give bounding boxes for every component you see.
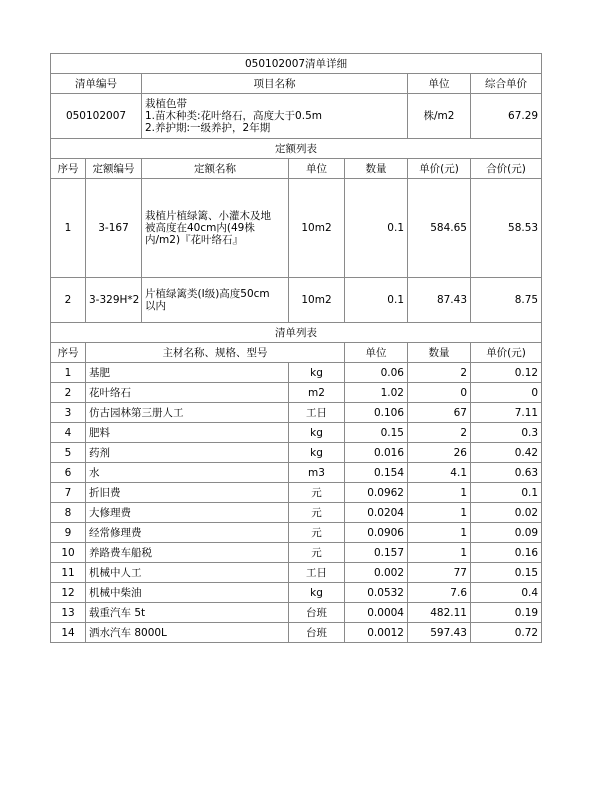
material-price: 597.43	[408, 623, 471, 643]
material-unit: 元	[289, 543, 345, 563]
material-total: 0.02	[471, 503, 542, 523]
material-total: 0	[471, 383, 542, 403]
material-row	[51, 603, 542, 623]
material-total: 0.12	[471, 363, 542, 383]
material-row	[51, 523, 542, 543]
material-price: 482.11	[408, 603, 471, 623]
material-qty: 0.157	[345, 543, 408, 563]
quota-header-no: 序号	[51, 159, 86, 179]
material-qty: 0.0962	[345, 483, 408, 503]
material-total: 0.63	[471, 463, 542, 483]
quota-name-line: 内/m2)『花叶络石』	[145, 234, 244, 246]
material-name: 养路费车船税	[86, 543, 289, 563]
quota-section-title: 定额列表	[51, 139, 542, 159]
material-name: 肥料	[86, 423, 289, 443]
material-qty: 0.0012	[345, 623, 408, 643]
header-name: 项目名称	[142, 74, 408, 94]
material-no: 11	[51, 563, 86, 583]
quota-price: 584.65	[408, 179, 471, 278]
material-total: 0.15	[471, 563, 542, 583]
material-name: 药剂	[86, 443, 289, 463]
material-no: 7	[51, 483, 86, 503]
material-qty: 0.016	[345, 443, 408, 463]
material-unit: 元	[289, 503, 345, 523]
quota-total: 8.75	[471, 278, 542, 323]
quota-header-code: 定额编号	[86, 159, 142, 179]
quota-header-total: 合价(元)	[471, 159, 542, 179]
material-price: 1	[408, 503, 471, 523]
quota-name-line: 栽植片植绿篱、小灌木及地	[145, 210, 271, 222]
material-price: 2	[408, 423, 471, 443]
quota-header-name: 定额名称	[142, 159, 289, 179]
material-row	[51, 483, 542, 503]
material-name: 大修理费	[86, 503, 289, 523]
item-price: 67.29	[471, 94, 542, 139]
material-unit: m3	[289, 463, 345, 483]
quota-name	[142, 179, 289, 278]
material-row	[51, 403, 542, 423]
quota-total: 58.53	[471, 179, 542, 278]
material-price: 2	[408, 363, 471, 383]
material-row	[51, 363, 542, 383]
material-price: 26	[408, 443, 471, 463]
material-total: 0.19	[471, 603, 542, 623]
quota-row	[51, 278, 542, 323]
quota-name	[142, 278, 289, 323]
material-no: 4	[51, 423, 86, 443]
quota-no: 1	[51, 179, 86, 278]
material-price: 4.1	[408, 463, 471, 483]
material-name: 基肥	[86, 363, 289, 383]
material-no: 1	[51, 363, 86, 383]
material-row	[51, 463, 542, 483]
material-no: 13	[51, 603, 86, 623]
material-name: 经常修理费	[86, 523, 289, 543]
material-no: 9	[51, 523, 86, 543]
material-row	[51, 423, 542, 443]
quota-unit: 10m2	[289, 278, 345, 323]
material-qty: 0.0204	[345, 503, 408, 523]
material-name: 载重汽车 5t	[86, 603, 289, 623]
material-row	[51, 543, 542, 563]
material-price: 77	[408, 563, 471, 583]
material-unit: kg	[289, 363, 345, 383]
quota-unit: 10m2	[289, 179, 345, 278]
item-name-line: 1.苗木种类:花叶络石，高度大于0.5m	[145, 110, 322, 122]
material-price: 1	[408, 523, 471, 543]
material-total: 0.09	[471, 523, 542, 543]
material-row	[51, 623, 542, 643]
header-code: 清单编号	[51, 74, 142, 94]
material-unit: kg	[289, 583, 345, 603]
material-unit: kg	[289, 423, 345, 443]
material-unit: 工日	[289, 563, 345, 583]
material-unit: kg	[289, 443, 345, 463]
quota-no: 2	[51, 278, 86, 323]
material-total: 0.16	[471, 543, 542, 563]
material-qty: 0.0532	[345, 583, 408, 603]
quota-price: 87.43	[408, 278, 471, 323]
quota-header-qty: 数量	[345, 159, 408, 179]
material-qty: 0.0004	[345, 603, 408, 623]
material-total: 0.42	[471, 443, 542, 463]
quota-header-unit: 单位	[289, 159, 345, 179]
quota-code: 3-329H*2	[86, 278, 142, 323]
material-no: 5	[51, 443, 86, 463]
header-unit: 单位	[408, 74, 471, 94]
quota-name-line: 以内	[145, 300, 166, 312]
material-qty: 0.154	[345, 463, 408, 483]
material-unit: m2	[289, 383, 345, 403]
material-unit: 元	[289, 483, 345, 503]
material-total: 0.72	[471, 623, 542, 643]
material-unit: 台班	[289, 603, 345, 623]
material-name: 折旧费	[86, 483, 289, 503]
quota-qty: 0.1	[345, 179, 408, 278]
list-header-unit: 单位	[345, 343, 408, 363]
material-total: 0.4	[471, 583, 542, 603]
list-header-price: 单价(元)	[471, 343, 542, 363]
list-header-name: 主材名称、规格、型号	[86, 343, 345, 363]
material-price: 1	[408, 543, 471, 563]
material-price: 67	[408, 403, 471, 423]
material-row	[51, 583, 542, 603]
list-header-qty: 数量	[408, 343, 471, 363]
material-row	[51, 383, 542, 403]
material-qty: 0.106	[345, 403, 408, 423]
item-name-line: 2.养护期:一级养护，2年期	[145, 122, 271, 134]
material-no: 3	[51, 403, 86, 423]
material-qty: 0.0906	[345, 523, 408, 543]
quota-name-line: 片植绿篱类(Ⅰ级)高度50cm	[145, 288, 270, 300]
list-section-title: 清单列表	[51, 323, 542, 343]
material-qty: 1.02	[345, 383, 408, 403]
material-name: 水	[86, 463, 289, 483]
item-unit: 株/m2	[408, 94, 471, 139]
material-name: 花叶络石	[86, 383, 289, 403]
material-no: 6	[51, 463, 86, 483]
material-unit: 元	[289, 523, 345, 543]
material-name: 洒水汽车 8000L	[86, 623, 289, 643]
material-row	[51, 503, 542, 523]
header-price: 综合单价	[471, 74, 542, 94]
material-unit: 台班	[289, 623, 345, 643]
quota-header-price: 单价(元)	[408, 159, 471, 179]
material-name: 机械中人工	[86, 563, 289, 583]
list-header-no: 序号	[51, 343, 86, 363]
material-row	[51, 563, 542, 583]
material-price: 7.6	[408, 583, 471, 603]
material-no: 8	[51, 503, 86, 523]
material-unit: 工日	[289, 403, 345, 423]
bill-detail-table	[50, 53, 542, 643]
material-price: 0	[408, 383, 471, 403]
material-no: 14	[51, 623, 86, 643]
item-name	[142, 94, 408, 139]
quota-qty: 0.1	[345, 278, 408, 323]
material-total: 0.3	[471, 423, 542, 443]
sheet-title: 050102007清单详细	[51, 54, 542, 74]
item-code: 050102007	[51, 94, 142, 139]
material-price: 1	[408, 483, 471, 503]
material-no: 2	[51, 383, 86, 403]
material-total: 7.11	[471, 403, 542, 423]
material-total: 0.1	[471, 483, 542, 503]
item-name-line: 栽植色带	[145, 98, 187, 110]
material-no: 12	[51, 583, 86, 603]
material-no: 10	[51, 543, 86, 563]
quota-row	[51, 179, 542, 278]
material-name: 仿古园林第三册人工	[86, 403, 289, 423]
material-qty: 0.002	[345, 563, 408, 583]
material-qty: 0.06	[345, 363, 408, 383]
quota-name-line: 被高度在40cm内(49株	[145, 222, 255, 234]
material-qty: 0.15	[345, 423, 408, 443]
quota-code: 3-167	[86, 179, 142, 278]
material-row	[51, 443, 542, 463]
material-name: 机械中柴油	[86, 583, 289, 603]
